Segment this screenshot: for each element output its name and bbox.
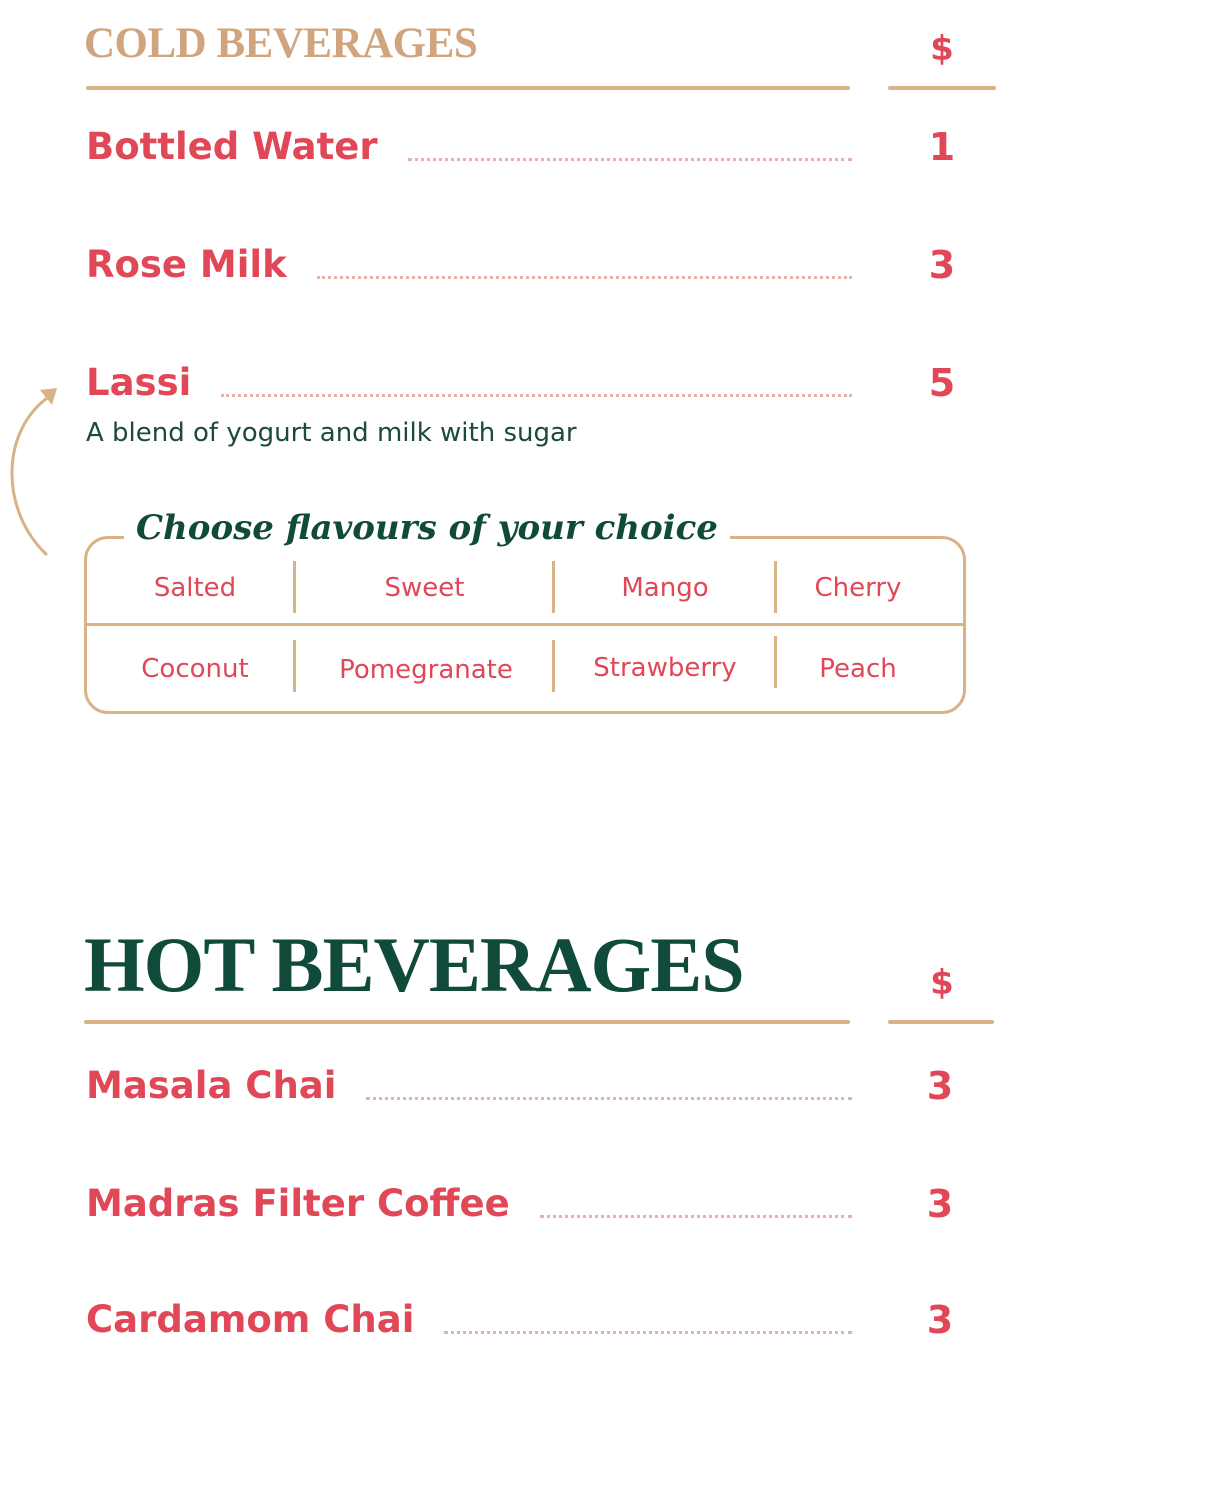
cold-beverages-title: COLD BEVERAGES: [84, 20, 478, 67]
item-price: 1: [928, 125, 956, 169]
flavour-option-peach: Peach: [819, 654, 897, 684]
flavour-option-salted: Salted: [153, 573, 237, 603]
dot-leader: [317, 276, 852, 279]
hot-currency-label: $: [930, 963, 954, 1003]
dot-leader: [408, 158, 852, 161]
dot-leader: [366, 1097, 852, 1100]
flavour-option-cherry: Cherry: [814, 573, 902, 603]
menu-item-cardamom-chai: [86, 1298, 852, 1341]
item-name: Rose Milk: [86, 243, 287, 286]
menu-item-masala-chai: [86, 1064, 852, 1107]
item-price: 3: [926, 1064, 954, 1108]
item-name: Cardamom Chai: [86, 1298, 415, 1341]
item-name: Madras Filter Coffee: [86, 1182, 510, 1225]
dot-leader: [540, 1215, 852, 1218]
item-price: 3: [928, 243, 956, 287]
cold-currency-label: $: [930, 29, 954, 69]
item-name: Bottled Water: [86, 125, 378, 168]
flavour-option-mango: Mango: [621, 573, 709, 603]
cold-price-rule: [888, 86, 996, 90]
item-price: 3: [926, 1182, 954, 1226]
menu-item-bottled-water: [86, 125, 852, 168]
flavour-option-strawberry: Strawberry: [593, 653, 737, 683]
menu-item-lassi: [86, 361, 852, 404]
dot-leader: [444, 1331, 852, 1334]
flavour-row-divider: [84, 623, 966, 626]
lassi-description: A blend of yogurt and milk with sugar: [86, 418, 577, 448]
flavour-box-title: Choose flavours of your choice: [124, 506, 730, 550]
flavour-option-sweet: Sweet: [384, 573, 465, 603]
item-price: 3: [926, 1298, 954, 1342]
menu-item-madras-filter-coffee: [86, 1182, 852, 1225]
curved-arrow-icon: [0, 380, 70, 560]
hot-beverages-title: HOT BEVERAGES: [84, 921, 744, 1008]
menu-item-rose-milk: [86, 243, 852, 286]
hot-price-rule: [888, 1020, 994, 1024]
item-price: 5: [928, 361, 956, 405]
flavour-option-pomegranate: Pomegranate: [339, 655, 513, 685]
item-name: Masala Chai: [86, 1064, 337, 1107]
item-name: Lassi: [86, 361, 192, 404]
cold-title-rule: [86, 86, 850, 90]
dot-leader: [221, 394, 852, 397]
flavour-option-coconut: Coconut: [141, 654, 249, 684]
hot-title-rule: [84, 1020, 850, 1024]
